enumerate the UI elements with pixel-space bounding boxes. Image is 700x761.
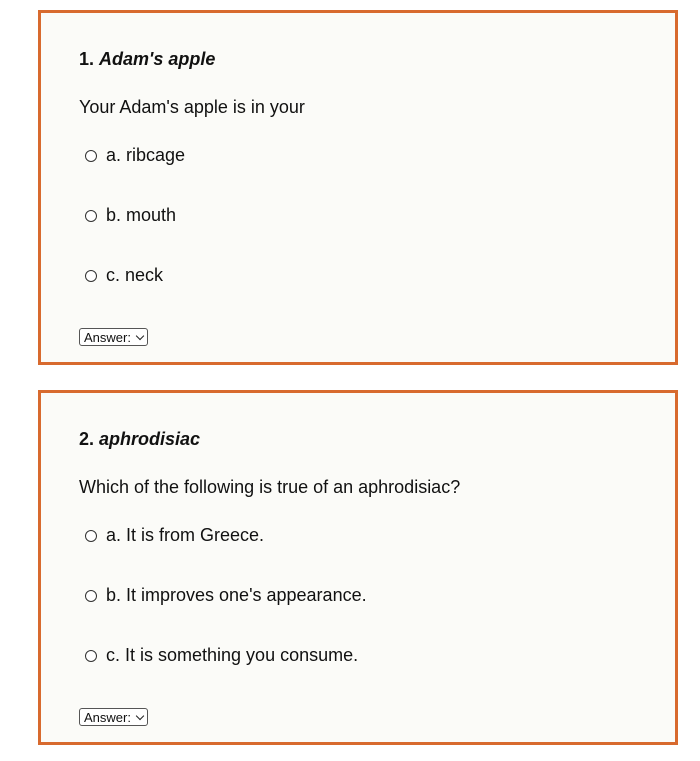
radio-button-icon[interactable] <box>85 150 97 162</box>
answer-dropdown[interactable] <box>79 328 148 346</box>
option-a[interactable] <box>85 145 185 166</box>
answer-dropdown[interactable] <box>79 708 148 726</box>
question-title <box>79 49 215 70</box>
radio-button-icon[interactable] <box>85 210 97 222</box>
answer-dropdown-label: Answer: <box>84 709 131 725</box>
option-label: c. neck <box>106 265 164 285</box>
question-prompt: Your Adam's apple is in your <box>79 97 305 117</box>
question-number: 2. <box>79 429 95 449</box>
question-title <box>79 429 200 450</box>
question-card-1 <box>38 10 678 365</box>
option-c[interactable] <box>85 265 163 286</box>
option-label: a. It is from Greece. <box>106 525 265 545</box>
chevron-down-icon <box>136 331 144 339</box>
radio-button-icon[interactable] <box>85 590 97 602</box>
question-term: Adam's apple <box>99 49 216 69</box>
radio-button-icon[interactable] <box>85 530 97 542</box>
chevron-down-icon <box>136 711 144 719</box>
option-b[interactable] <box>85 585 367 606</box>
question-term: aphrodisiac <box>99 429 201 449</box>
radio-button-icon[interactable] <box>85 270 97 282</box>
option-c[interactable] <box>85 645 358 666</box>
option-label: b. mouth <box>106 205 177 225</box>
option-label: a. ribcage <box>106 145 186 165</box>
option-label: b. It improves one's appearance. <box>106 585 367 605</box>
radio-button-icon[interactable] <box>85 650 97 662</box>
option-label: c. It is something you consume. <box>106 645 359 665</box>
option-b[interactable] <box>85 205 176 226</box>
answer-dropdown-label: Answer: <box>84 329 131 345</box>
question-card-2 <box>38 390 678 745</box>
question-number: 1. <box>79 49 95 69</box>
question-prompt: Which of the following is true of an aphrodisiac? <box>79 477 461 497</box>
option-a[interactable] <box>85 525 264 546</box>
